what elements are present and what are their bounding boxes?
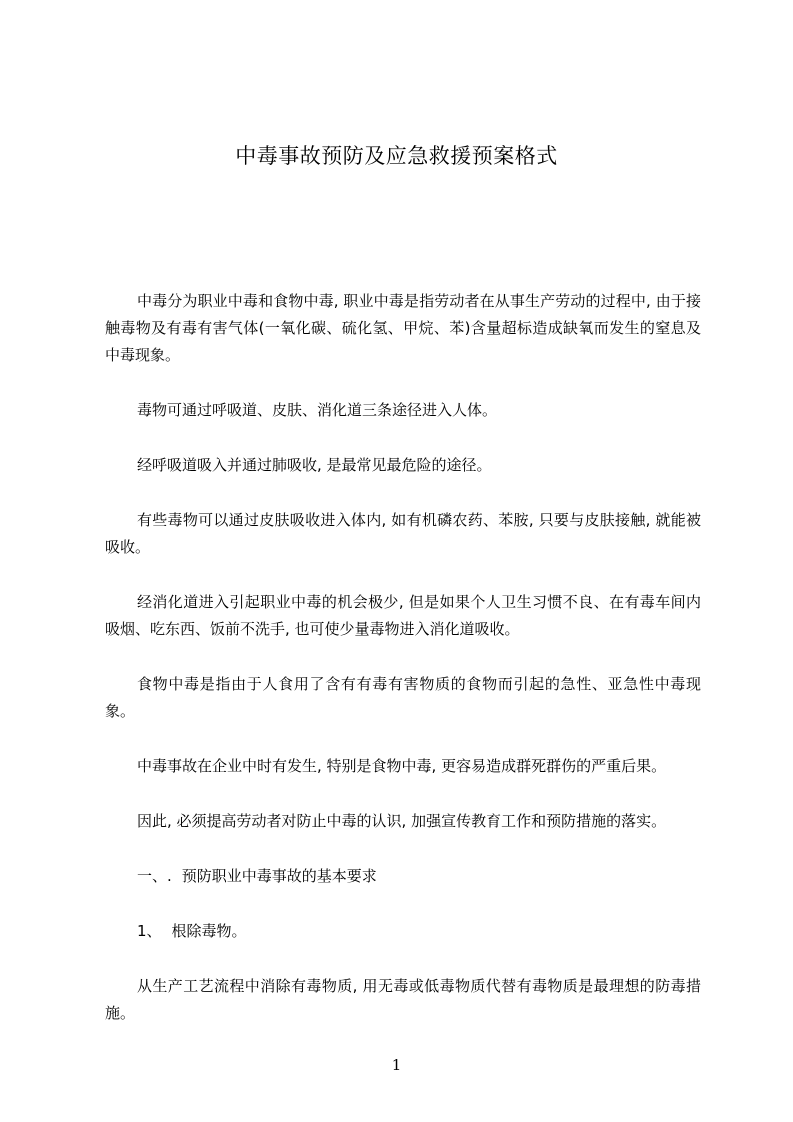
section-title: 预防职业中毒事故的基本要求 <box>181 867 377 885</box>
paragraph-eliminate-toxins: 从生产工艺流程中消除有毒物质, 用无毒或低毒物质代替有毒物质是最理想的防毒措施。 <box>105 977 701 1022</box>
paragraph-enterprise-incidents: 中毒事故在企业中时有发生, 特别是食物中毒, 更容易造成群死群伤的严重后果。 <box>137 757 667 775</box>
subsection-heading <box>105 918 701 945</box>
document-body <box>105 288 701 1055</box>
paragraph-poisoning-definition: 中毒分为职业中毒和食物中毒, 职业中毒是指劳动者在从事生产劳动的过程中, 由于接触毒物及有毒有害气体(一氧化碳、硫化氢、甲烷、苯)含量超标造成缺氧而发生的窒息及中毒现象。 <box>105 292 701 364</box>
paragraph-digestive-route: 经消化道进入引起职业中毒的机会极少, 但是如果个人卫生习惯不良、在有毒车间内吸烟、吃东西、饭前不洗手, 也可使少量毒物进入消化道吸收。 <box>105 593 701 638</box>
paragraph-entry-routes: 毒物可通过呼吸道、皮肤、消化道三条途径进入人体。 <box>137 401 498 419</box>
paragraph-food-poisoning: 食物中毒是指由于人食用了含有有毒有害物质的食物而引起的急性、亚急性中毒现象。 <box>105 675 701 720</box>
paragraph-respiratory-route: 经呼吸道吸入并通过肺吸收, 是最常见最危险的途径。 <box>137 456 492 474</box>
paragraph-awareness: 因此, 必须提高劳动者对防止中毒的认识, 加强宣传教育工作和预防措施的落实。 <box>137 812 667 830</box>
section-heading <box>105 863 701 890</box>
section-number: 一、. <box>137 867 172 885</box>
paragraph-skin-route: 有些毒物可以通过皮肤吸收进入体内, 如有机磷农药、苯胺, 只要与皮肤接触, 就能被吸收。 <box>105 511 701 556</box>
subsection-number: 1、 <box>137 922 162 940</box>
subsection-title: 根除毒物。 <box>171 922 247 940</box>
document-title: 中毒事故预防及应急救援预案格式 <box>235 144 558 168</box>
page-number: 1 <box>391 1056 402 1074</box>
